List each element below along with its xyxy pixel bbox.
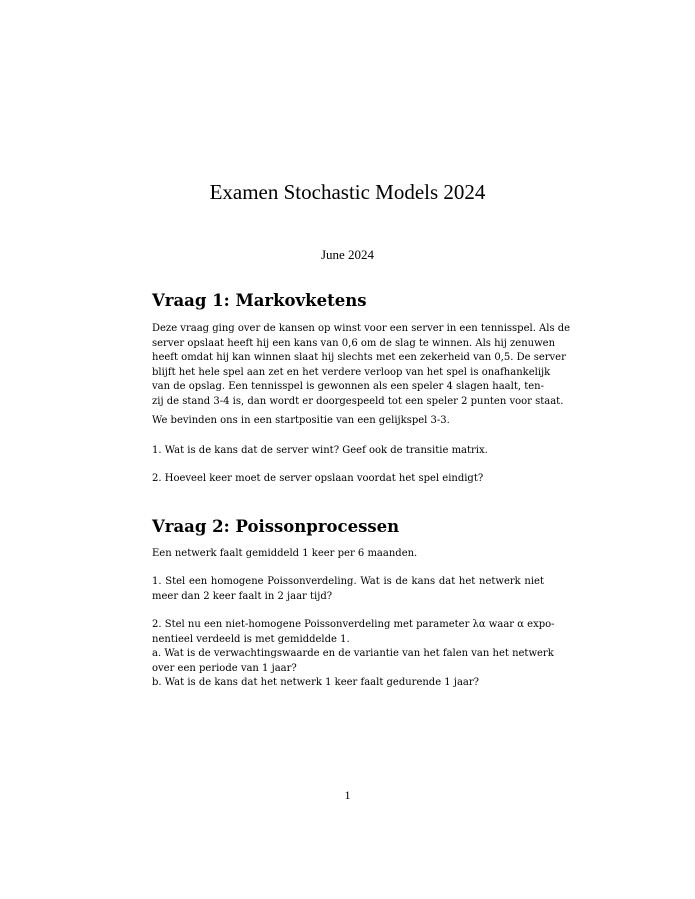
text-line: heeft omdat hij kan winnen slaat hij slechts met een zekerheid van 0,5. De server xyxy=(152,352,566,363)
paragraph-intro-vraag-1 xyxy=(152,322,571,409)
document-title: Examen Stochastic Models 2024 xyxy=(209,180,486,204)
text-line: 1. Stel een homogene Poissonverdeling. Wat is de kans dat het netwerk niet xyxy=(152,576,544,587)
page-number: 1 xyxy=(344,788,351,802)
question-2-2 xyxy=(152,618,555,691)
text-line: zij de stand 3-4 is, dan wordt er doorgespeeld tot een speler 2 punten voor staat. xyxy=(152,395,564,407)
text-line: nentieel verdeeld is met gemiddelde 1. xyxy=(152,633,350,645)
question-1-1 xyxy=(152,444,544,459)
text-line: 2. Hoeveel keer moet de server opslaan voordat het spel eindigt? xyxy=(152,473,484,484)
text-line: 2. Stel nu een niet-homogene Poissonverdeling met parameter λα waar α expo- xyxy=(152,619,555,630)
text-line: We bevinden ons in een startpositie van een gelijkspel 3-3. xyxy=(152,415,450,426)
text-line: meer dan 2 keer faalt in 2 jaar tijd? xyxy=(152,590,333,602)
text-line: server opslaat heeft hij een kans van 0,6 om de slag te winnen. Als hij zenuwen xyxy=(152,337,556,349)
question-2-1 xyxy=(152,575,544,604)
text-line: b. Wat is de kans dat het netwerk 1 keer faalt gedurende 1 jaar? xyxy=(152,677,480,688)
question-1-2 xyxy=(152,472,544,487)
text-line: Deze vraag ging over de kansen op winst voor een server in een tennisspel. Als de xyxy=(152,323,571,334)
document-date: June 2024 xyxy=(320,247,375,262)
paragraph-intro-vraag-2 xyxy=(152,547,544,562)
text-line: over een periode van 1 jaar? xyxy=(152,662,297,674)
paragraph-startpositie xyxy=(152,414,544,429)
text-line: blijft het hele spel aan zet en het verdere verloop van het spel is onafhankelijk xyxy=(152,366,551,378)
text-line: a. Wat is de verwachtingswaarde en de variantie van het falen van het netwerk xyxy=(152,648,554,659)
section-heading-vraag-2: Vraag 2: Poissonprocessen xyxy=(152,517,400,536)
section-heading-vraag-1: Vraag 1: Markovketens xyxy=(152,291,367,310)
text-line: van de opslag. Een tennisspel is gewonnen als een speler 4 slagen haalt, ten- xyxy=(152,381,544,392)
text-line: 1. Wat is de kans dat de server wint? Geef ook de transitie matrix. xyxy=(152,445,488,456)
text-line: Een netwerk faalt gemiddeld 1 keer per 6 maanden. xyxy=(152,548,418,559)
